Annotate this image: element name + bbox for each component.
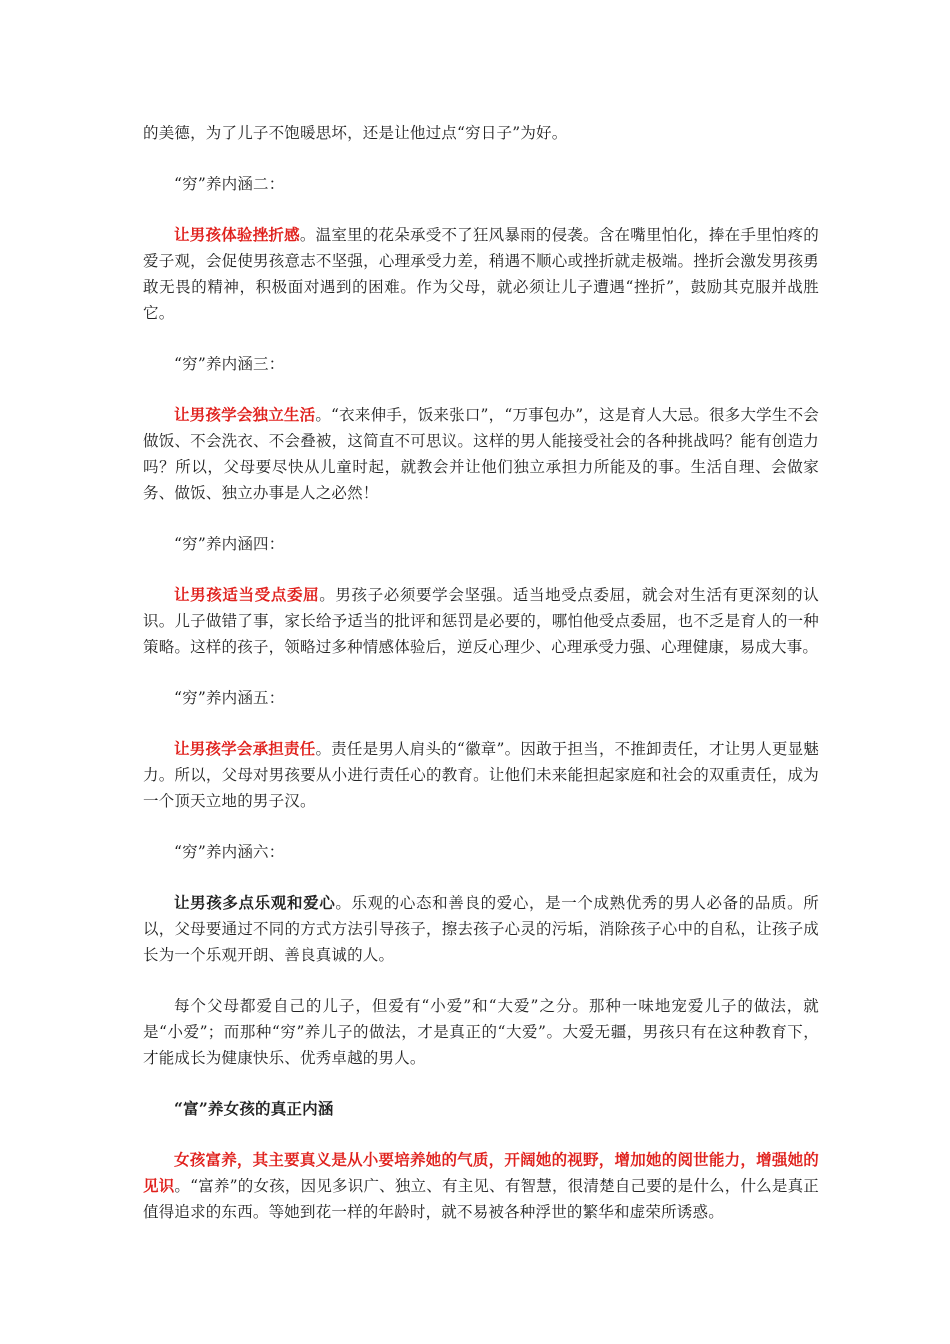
emphasis-rich-raise: 女孩富养，其主要真义是从小要培养她的气质，开阔她的视野，增加她的阅世能力，增强她的见识 <box>143 1150 819 1195</box>
paragraph-optimism <box>143 890 819 968</box>
emphasis-responsibility: 让男孩学会承担责任 <box>174 739 316 758</box>
paragraph-frustration <box>143 222 819 326</box>
body-frustration: 。温室里的花朵承受不了狂风暴雨的侵袭。含在嘴里怕化，捧在手里怕疼的爱子观，会促使男孩意志不坚强，心理承受力差，稍遇不顺心或挫折就走极端。挫折会激发男孩勇敢无畏的精神，积极面对遇到的困难。作为父母，就必须让儿子遭遇“挫折”，鼓励其克服并战胜它。 <box>143 226 819 322</box>
emphasis-independence: 让男孩学会独立生活 <box>174 405 316 424</box>
body-independence: 。“衣来伸手，饭来张口”，“万事包办”，这是育人大忌。很多大学生不会做饭、不会洗衣、不会叠被，这简直不可思议。这样的男人能接受社会的各种挑战吗？能有创造力吗？所以，父母要尽快从儿童时起，就教会并让他们独立承担力所能及的事。生活自理、会做家务、做饭、独立办事是人之必然！ <box>143 406 819 502</box>
document-page <box>143 120 819 1225</box>
paragraph-rich-raise-girls <box>143 1147 819 1225</box>
body-responsibility: 。责任是男人肩头的“徽章”。因敢于担当，不推卸责任，才让男人更显魅力。所以，父母对男孩要从小进行责任心的教育。让他们未来能担起家庭和社会的双重责任，成为一个顶天立地的男子汉。 <box>143 740 819 810</box>
heading-poor-raise-3: “穷”养内涵三： <box>174 355 285 373</box>
heading-poor-raise-4: “穷”养内涵四： <box>174 535 285 553</box>
emphasis-optimism: 让男孩多点乐观和爱心 <box>174 893 336 912</box>
section-title-rich-raise: “富”养女孩的真正内涵 <box>174 1099 334 1118</box>
paragraph-independence <box>143 402 819 506</box>
body-rich-raise: 。“富养”的女孩，因见多识广、独立、有主见、有智慧，很清楚自己要的是什么，什么是真正值得追求的东西。等她到花一样的年龄时，就不易被各种浮世的繁华和虚荣所诱惑。 <box>143 1177 819 1221</box>
heading-poor-raise-6: “穷”养内涵六： <box>174 843 285 861</box>
body-optimism: 。乐观的心态和善良的爱心，是一个成熟优秀的男人必备的品质。所以，父母要通过不同的方式方法引导孩子，擦去孩子心灵的污垢，消除孩子心中的自私，让孩子成长为一个乐观开朗、善良真诚的人。 <box>143 894 819 964</box>
paragraph-responsibility <box>143 736 819 814</box>
intro-paragraph: 的美德，为了儿子不饱暖思坏，还是让他过点“穷日子”为好。 <box>143 124 568 142</box>
summary-paragraph: 每个父母都爱自己的儿子，但爱有“小爱”和“大爱”之分。那种一味地宠爱儿子的做法，就是“小爱”；而那种“穷”养儿子的做法，才是真正的“大爱”。大爱无疆，男孩只有在这种教育下，才能成长为健康快乐、优秀卓越的男人。 <box>143 997 819 1067</box>
emphasis-grievance: 让男孩适当受点委屈 <box>174 585 320 604</box>
paragraph-grievance <box>143 582 819 660</box>
emphasis-frustration: 让男孩体验挫折感 <box>174 225 300 244</box>
heading-poor-raise-5: “穷”养内涵五： <box>174 689 285 707</box>
body-grievance: 。男孩子必须要学会坚强。适当地受点委屈，就会对生活有更深刻的认识。儿子做错了事，家长给予适当的批评和惩罚是必要的，哪怕他受点委屈，也不乏是育人的一种策略。这样的孩子，领略过多种情感体验后，逆反心理少、心理承受力强、心理健康，易成大事。 <box>143 586 820 656</box>
heading-poor-raise-2: “穷”养内涵二： <box>174 175 285 193</box>
